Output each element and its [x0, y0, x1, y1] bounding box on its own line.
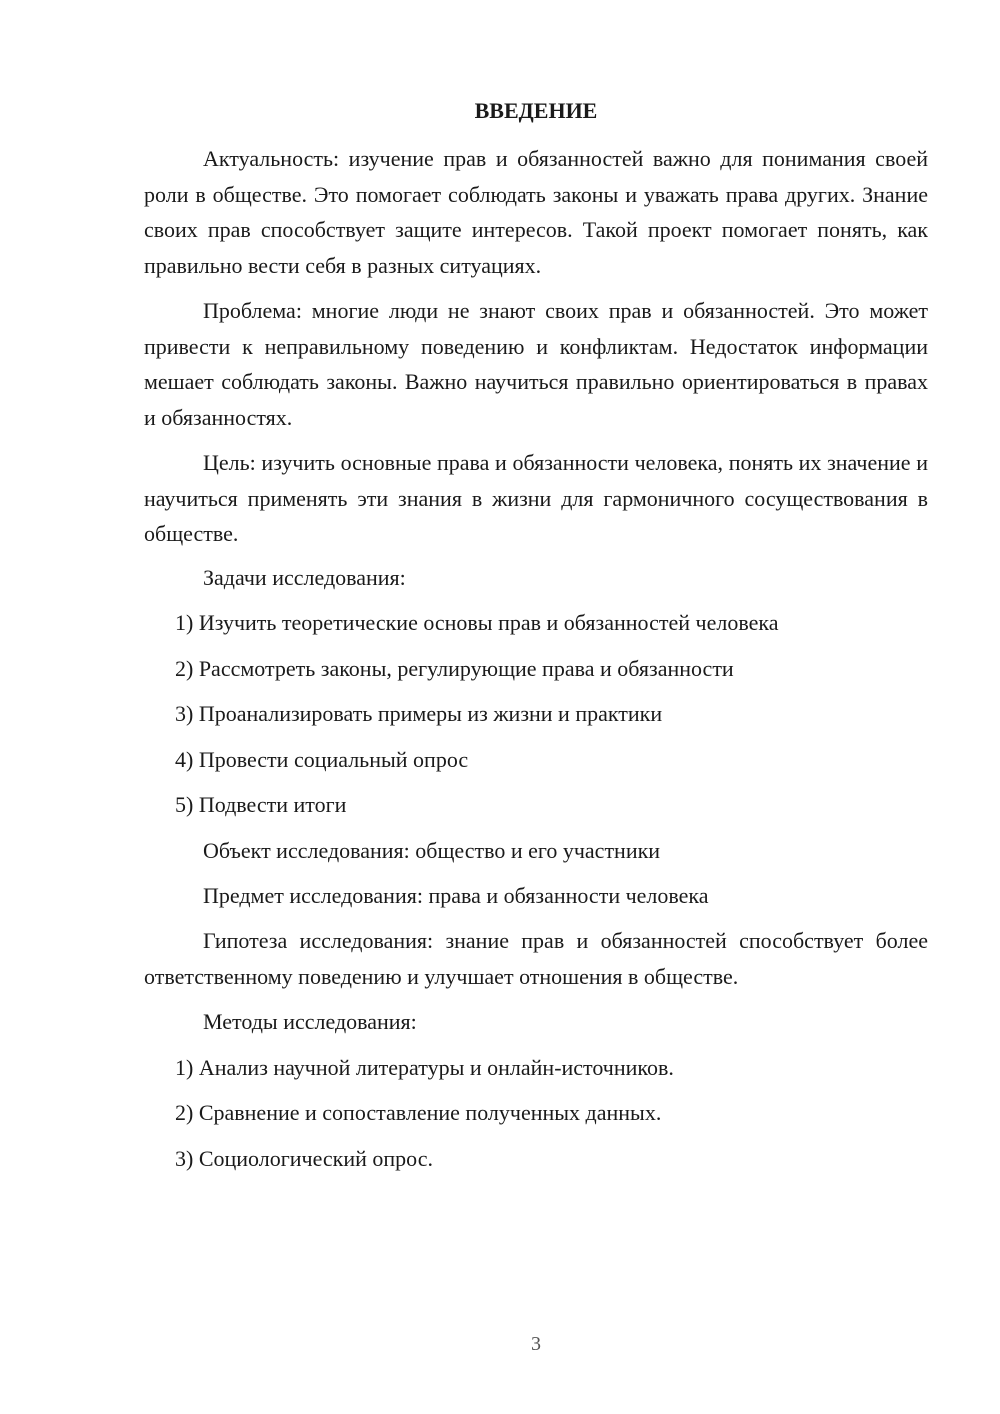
- hypothesis-block: [144, 923, 928, 994]
- page-title: ВВЕДЕНИЕ: [474, 98, 598, 123]
- goal-paragraph: Цель: изучить основные права и обязанности человека, понять их значение и научиться применять эти знания в жизни для гармоничного сосуществования в обществе.: [144, 450, 928, 546]
- task-item-4: 4) Провести социальный опрос: [175, 747, 469, 772]
- method-item-3: 3) Социологический опрос.: [175, 1146, 433, 1171]
- task-item-5: 5) Подвести итоги: [175, 792, 347, 817]
- method-item-2: 2) Сравнение и сопоставление полученных данных.: [175, 1100, 662, 1125]
- task-item-2: 2) Рассмотреть законы, регулирующие права и обязанности: [175, 656, 734, 681]
- page-number: 3: [531, 1333, 541, 1355]
- method-item-1: 1) Анализ научной литературы и онлайн-источников.: [175, 1055, 674, 1080]
- task-item-1: 1) Изучить теоретические основы прав и обязанностей человека: [175, 610, 779, 635]
- research-subject: Предмет исследования: права и обязанности человека: [203, 883, 709, 908]
- task-item-3: 3) Проанализировать примеры из жизни и практики: [175, 701, 663, 726]
- problem-paragraph: Проблема: многие люди не знают своих прав и обязанностей. Это может привести к неправильному поведению и конфликтам. Недостаток информации мешает соблюдать законы. Важно научиться правильно ориентироваться в правах и обязанностях.: [144, 298, 928, 430]
- intro-paragraphs: [144, 141, 928, 552]
- hypothesis-paragraph: Гипотеза исследования: знание прав и обязанностей способствует более ответственному поведению и улучшает отношения в обществе.: [144, 928, 928, 989]
- tasks-title: Задачи исследования:: [203, 565, 406, 590]
- research-object: Объект исследования: общество и его участники: [203, 838, 661, 863]
- relevance-paragraph: Актуальность: изучение прав и обязанностей важно для понимания своей роли в обществе. Это помогает соблюдать законы и уважать права других. Знание своих прав способствует защите интересов. Такой проект помогает понять, как правильно вести себя в разных ситуациях.: [144, 146, 928, 278]
- methods-title: Методы исследования:: [203, 1009, 417, 1034]
